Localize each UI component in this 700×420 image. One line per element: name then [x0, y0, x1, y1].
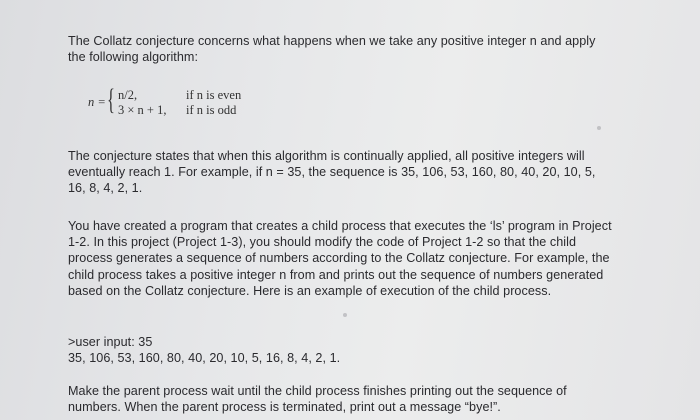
formula-case-odd-cond: if n is odd — [186, 103, 237, 117]
formula-case-odd-expr: 3 × n + 1, — [118, 103, 167, 117]
example-input-line: >user input: 35 — [68, 335, 153, 349]
task-paragraph: You have created a program that creates a child process that executes the ‘ls’ program in Project 1-2. In this project (Project 1-3), you should modify the code of Project 1-2 so that the child process generates a sequence of numbers according to the Collatz conjecture. For example, the child process takes a positive integer n from and prints out the sequence of numbers generated based on the Collatz conjecture. Here is an example of execution of the child process. — [68, 219, 612, 298]
formula-lhs: n = — [88, 95, 106, 109]
page-smudge — [597, 126, 601, 130]
intro-paragraph: The Collatz conjecture concerns what happens when we take any positive integer n and apply the following algorithm: — [68, 34, 596, 65]
example-output-line: 35, 106, 53, 160, 80, 40, 20, 10, 5, 16, 8, 4, 2, 1. — [68, 351, 341, 366]
example-block — [68, 334, 616, 366]
formula-brace: { — [107, 83, 115, 116]
formula-case-even-expr: n/2, — [118, 88, 138, 102]
final-paragraph: Make the parent process wait until the child process finishes printing out the sequence of numbers. When the parent process is terminated, print out a message “bye!”. — [68, 384, 567, 415]
page-smudge — [343, 313, 347, 317]
conjecture-paragraph: The conjecture states that when this algorithm is continually applied, all positive integers will eventually reach 1. For example, if n = 35, the sequence is 35, 106, 53, 160, 80, 40, 20, 10, 5, 16, 8, 4, 2, 1. — [68, 149, 596, 196]
formula-case-even-cond: if n is even — [186, 88, 242, 102]
collatz-formula — [88, 83, 308, 120]
